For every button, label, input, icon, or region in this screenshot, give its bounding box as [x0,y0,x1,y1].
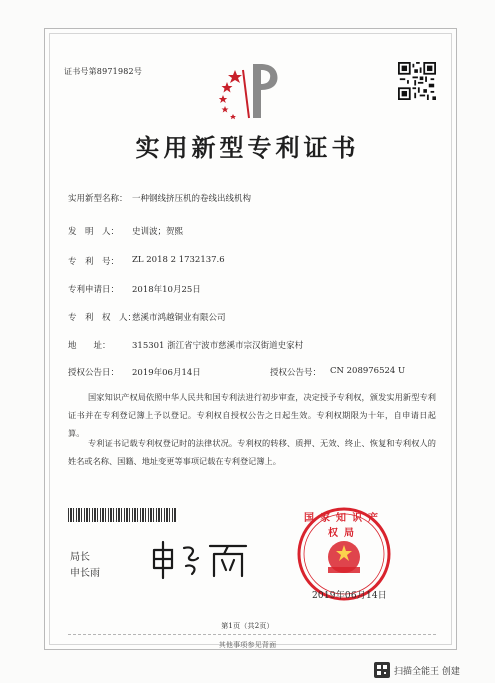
filing-date-value: 2018年10月25日 [132,285,201,295]
grant-no-label: 授权公告号： [270,368,322,378]
address-value: 315301 浙江省宁波市慈溪市宗汉街道史家村 [132,341,304,351]
seal-text: 国家知识产权局 [304,513,384,539]
director-label: 局长 [70,552,90,563]
certificate-number: 证书号第8971982号 [64,67,143,76]
grant-statement-paragraph: 国家知识产权局依照中华人民共和国专利法进行初步审查，决定授予专利权，颁发实用新型专利证书并在专利登记簿上予以登记。专利权自授权公告之日起生效。专利权期限为十年，自申请日起算。 [68,392,436,438]
address-label: 地 址： [68,341,111,351]
page-number: 第1页（共2页） [221,622,274,630]
owner-value: 慈溪市鸿越铜业有限公司 [132,313,226,323]
scanner-app-icon [374,662,390,678]
grant-date-value: 2019年06月14日 [132,368,201,378]
watermark-text: 扫描全能王 创建 [394,667,460,677]
patent-no-value: ZL 2018 2 1732137.6 [132,255,225,265]
legal-status-paragraph: 专利证书记载专利权登记时的法律状况。专利权的转移、质押、无效、终止、恢复和专利权人的姓名或名称、国籍、地址变更等事项记载在专利登记簿上。 [68,438,436,466]
director-name: 申长雨 [70,568,100,579]
grant-no-value: CN 208976524 U [330,366,406,376]
grant-date-label: 授权公告日： [68,368,120,378]
seal-date: 2019年06月14日 [312,591,388,601]
barcode-icon [68,508,176,522]
patent-no-label: 专 利 号： [68,257,120,267]
director-signature-icon [148,538,250,580]
filing-date-label: 专利申请日： [68,285,120,295]
footer-divider [68,634,436,635]
certificate-title: 实用新型专利证书 [135,133,360,162]
bottom-note: 其他事项参见背面 [218,641,277,649]
name-label: 实用新型名称： [68,194,128,204]
inventor-label: 发 明 人： [68,227,120,237]
owner-label: 专 利 权 人： [68,313,137,323]
qr-code-icon [398,62,436,100]
inventor-value: 史训波；贺熙 [132,227,184,237]
name-value: 一种钢线挤压机的卷线出线机构 [132,194,252,204]
cnipa-logo-icon [213,60,293,122]
